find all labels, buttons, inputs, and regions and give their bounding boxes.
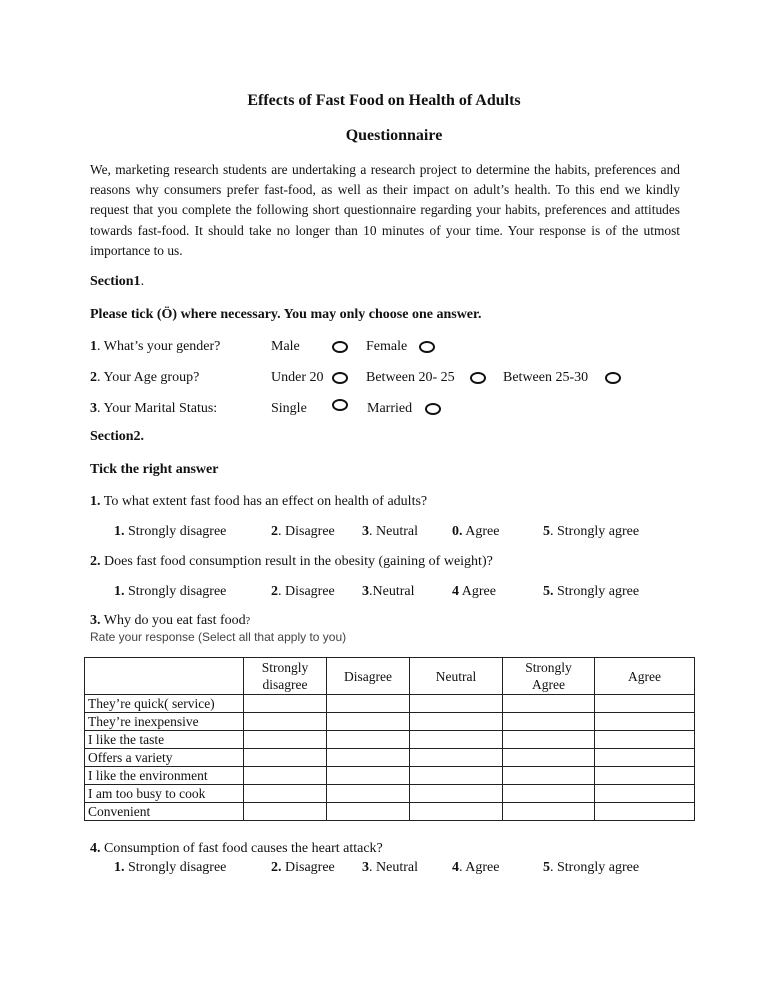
rating-cell[interactable] [595, 803, 695, 821]
marital-married-radio[interactable] [425, 403, 441, 415]
s2-q4-option-2-num: 2. [271, 860, 282, 875]
s2-q2-option-1[interactable] [114, 584, 226, 600]
s2-q4-option-1[interactable] [114, 860, 226, 876]
s2-q2-option-4-num: 4 [452, 584, 459, 599]
gender-male-radio[interactable] [332, 341, 348, 353]
s2-q2-option-5[interactable] [543, 584, 639, 600]
rating-cell[interactable] [410, 785, 503, 803]
header-strongly-agree-text: Strongly Agree [525, 660, 572, 692]
s2-q4-option-4[interactable] [452, 860, 499, 876]
age-option-25-30-label: Between 25-30 [503, 370, 589, 385]
age-option-under20-label: Under 20 [271, 370, 324, 385]
rating-table-header-row [85, 658, 695, 695]
s2-q4-option-1-num: 1. [114, 860, 125, 875]
rating-cell[interactable] [595, 695, 695, 713]
age-20-25-radio[interactable] [470, 372, 486, 384]
rating-cell[interactable] [503, 749, 595, 767]
s2-q2-text: Does fast food consumption result in the obesity (gaining of weight)? [100, 554, 493, 569]
s2-q2-option-3-label: .Neutral [369, 584, 415, 599]
s1-q2-text: . Your Age group? [97, 370, 200, 385]
s2-q1-option-2-label: . Disagree [278, 524, 335, 539]
table-row [85, 785, 695, 803]
rating-cell[interactable] [244, 785, 327, 803]
rating-cell[interactable] [410, 767, 503, 785]
rating-cell[interactable] [327, 785, 410, 803]
section2-instruction: Tick the right answer [90, 462, 219, 477]
rating-cell[interactable] [327, 767, 410, 785]
row-label: Convenient [85, 803, 244, 821]
s2-q1-option-3-label: . Neutral [369, 524, 418, 539]
s2-q2-option-5-label: Strongly agree [553, 584, 640, 599]
gender-option-female-label: Female [366, 339, 408, 354]
s2-q4-text: Consumption of fast food causes the heart attack? [100, 841, 383, 856]
s2-q1-option-4[interactable] [452, 524, 499, 540]
section2-heading: Section2. [90, 429, 145, 444]
rating-cell[interactable] [595, 785, 695, 803]
rating-cell[interactable] [244, 695, 327, 713]
row-label: They’re quick( service) [85, 695, 244, 713]
s2-q4-option-2[interactable] [271, 860, 335, 876]
s2-q1-option-1[interactable] [114, 524, 226, 540]
s2-q1-text: To what extent fast food has an effect on health of adults? [100, 494, 428, 509]
rating-cell[interactable] [244, 803, 327, 821]
table-row [85, 731, 695, 749]
rating-cell[interactable] [595, 767, 695, 785]
s2-q3-qmark: ? [245, 616, 251, 627]
row-label: I like the environment [85, 767, 244, 785]
s2-q2-option-2-num: 2 [271, 584, 278, 599]
s2-q1-option-3[interactable] [362, 524, 418, 540]
s2-q4-option-3[interactable] [362, 860, 418, 876]
s2-question-4 [90, 841, 383, 857]
rating-table [84, 657, 695, 821]
s2-question-3 [90, 613, 250, 629]
s2-q4-option-4-num: 4 [452, 860, 459, 875]
s2-q1-option-4-label: Agree [462, 524, 500, 539]
s2-q1-option-4-num: 0. [452, 524, 463, 539]
s1-q3-num: 3 [90, 401, 97, 416]
header-strongly-disagree-text: Strongly disagree [261, 660, 309, 692]
s2-q3-num: 3. [90, 613, 101, 628]
s2-q1-option-1-label: Strongly disagree [124, 524, 227, 539]
s2-q4-option-3-label: . Neutral [369, 860, 418, 875]
s1-q3-text: . Your Marital Status: [97, 401, 218, 416]
s1-question-marital [90, 401, 217, 417]
table-row [85, 695, 695, 713]
s2-q4-option-5-label: . Strongly agree [550, 860, 640, 875]
rating-cell[interactable] [244, 713, 327, 731]
rating-cell[interactable] [503, 695, 595, 713]
s2-q4-option-5-num: 5 [543, 860, 550, 875]
s2-q1-option-5[interactable] [543, 524, 639, 540]
rating-cell[interactable] [595, 731, 695, 749]
rating-cell[interactable] [410, 803, 503, 821]
s2-q2-option-3[interactable] [362, 584, 414, 600]
s2-q4-option-4-label: . Agree [459, 860, 500, 875]
header-cell-disagree: Disagree [327, 658, 410, 695]
s2-q2-option-4-label: Agree [459, 584, 496, 599]
header-cell-agree: Agree [595, 658, 695, 695]
s2-q1-option-1-num: 1. [114, 524, 125, 539]
marital-option-married-label: Married [367, 401, 413, 416]
s2-q4-option-5[interactable] [543, 860, 639, 876]
rating-cell[interactable] [410, 713, 503, 731]
table-row [85, 749, 695, 767]
section1-heading-text: Section1 [90, 274, 141, 289]
rating-cell[interactable] [595, 749, 695, 767]
header-cell-blank [85, 658, 244, 695]
s1-question-gender [90, 339, 220, 355]
header-cell-neutral: Neutral [410, 658, 503, 695]
row-label: I am too busy to cook [85, 785, 244, 803]
s2-q2-option-5-num: 5. [543, 584, 554, 599]
rating-cell[interactable] [410, 731, 503, 749]
age-under20-radio[interactable] [332, 372, 348, 384]
rating-cell[interactable] [503, 785, 595, 803]
row-label: Offers a variety [85, 749, 244, 767]
s1-q1-text: . What’s your gender? [97, 339, 221, 354]
section1-instruction: Please tick (Ö) where necessary. You may only choose one answer. [90, 307, 482, 322]
s2-q4-option-2-label: Disagree [281, 860, 335, 875]
s1-question-age [90, 370, 199, 386]
rating-cell[interactable] [327, 749, 410, 767]
s2-q4-option-3-num: 3 [362, 860, 369, 875]
rating-cell[interactable] [327, 695, 410, 713]
s2-q3-text: Why do you eat fast food [100, 613, 246, 628]
header-cell-strongly-agree [503, 658, 595, 695]
document-subtitle: Questionnaire [345, 127, 443, 144]
age-option-20-25-label: Between 20- 25 [366, 370, 455, 385]
rating-cell[interactable] [327, 731, 410, 749]
section1-heading-period: . [140, 274, 145, 289]
s2-q2-option-2-label: . Disagree [278, 584, 335, 599]
row-label: I like the taste [85, 731, 244, 749]
rating-cell[interactable] [327, 713, 410, 731]
marital-single-radio[interactable] [332, 399, 348, 411]
s2-q4-option-1-label: Strongly disagree [124, 860, 227, 875]
rating-cell[interactable] [410, 695, 503, 713]
s2-q2-num: 2. [90, 554, 101, 569]
rating-cell[interactable] [503, 803, 595, 821]
row-label: They’re inexpensive [85, 713, 244, 731]
rating-cell[interactable] [244, 749, 327, 767]
s2-q2-option-2[interactable] [271, 584, 335, 600]
document-title: Effects of Fast Food on Health of Adults [247, 92, 521, 109]
s2-q1-num: 1. [90, 494, 101, 509]
table-row [85, 803, 695, 821]
s2-q2-option-1-label: Strongly disagree [124, 584, 227, 599]
rating-cell[interactable] [244, 767, 327, 785]
s1-q2-num: 2 [90, 370, 97, 385]
header-cell-strongly-disagree [244, 658, 327, 695]
s2-q1-option-2[interactable] [271, 524, 335, 540]
table-row [85, 767, 695, 785]
intro-paragraph: We, marketing research students are undertaking a research project to determine the habits, preferences and reasons why consumers prefer fast-food, as well as their impact on adult’s health. To this end we kindly request that you complete the following short questionnaire regarding your habits, preferences and attitudes towards fast-food. It should take no longer than 10 minutes of your time. Your response is of the utmost importance to us. [90, 162, 680, 258]
s2-q1-option-3-num: 3 [362, 524, 369, 539]
s2-q4-num: 4. [90, 841, 101, 856]
s2-q3-note: Rate your response (Select all that apply to you) [90, 630, 347, 644]
rating-cell[interactable] [327, 803, 410, 821]
s2-q2-option-1-num: 1. [114, 584, 125, 599]
rating-cell[interactable] [503, 731, 595, 749]
s2-q1-option-5-num: 5 [543, 524, 550, 539]
age-25-30-radio[interactable] [605, 372, 621, 384]
s1-q1-num: 1 [90, 339, 97, 354]
s2-q1-option-2-num: 2 [271, 524, 278, 539]
rating-cell[interactable] [244, 731, 327, 749]
rating-cell[interactable] [595, 713, 695, 731]
section1-heading [90, 274, 144, 290]
s2-q2-option-3-num: 3 [362, 584, 369, 599]
rating-cell[interactable] [503, 767, 595, 785]
marital-option-single-label: Single [271, 401, 307, 416]
s2-question-1 [90, 494, 427, 510]
table-row [85, 713, 695, 731]
rating-cell[interactable] [503, 713, 595, 731]
gender-female-radio[interactable] [419, 341, 435, 353]
s2-q1-option-5-label: . Strongly agree [550, 524, 640, 539]
s2-question-2 [90, 554, 493, 570]
gender-option-male-label: Male [271, 339, 300, 354]
s2-q2-option-4[interactable] [452, 584, 496, 600]
rating-cell[interactable] [410, 749, 503, 767]
